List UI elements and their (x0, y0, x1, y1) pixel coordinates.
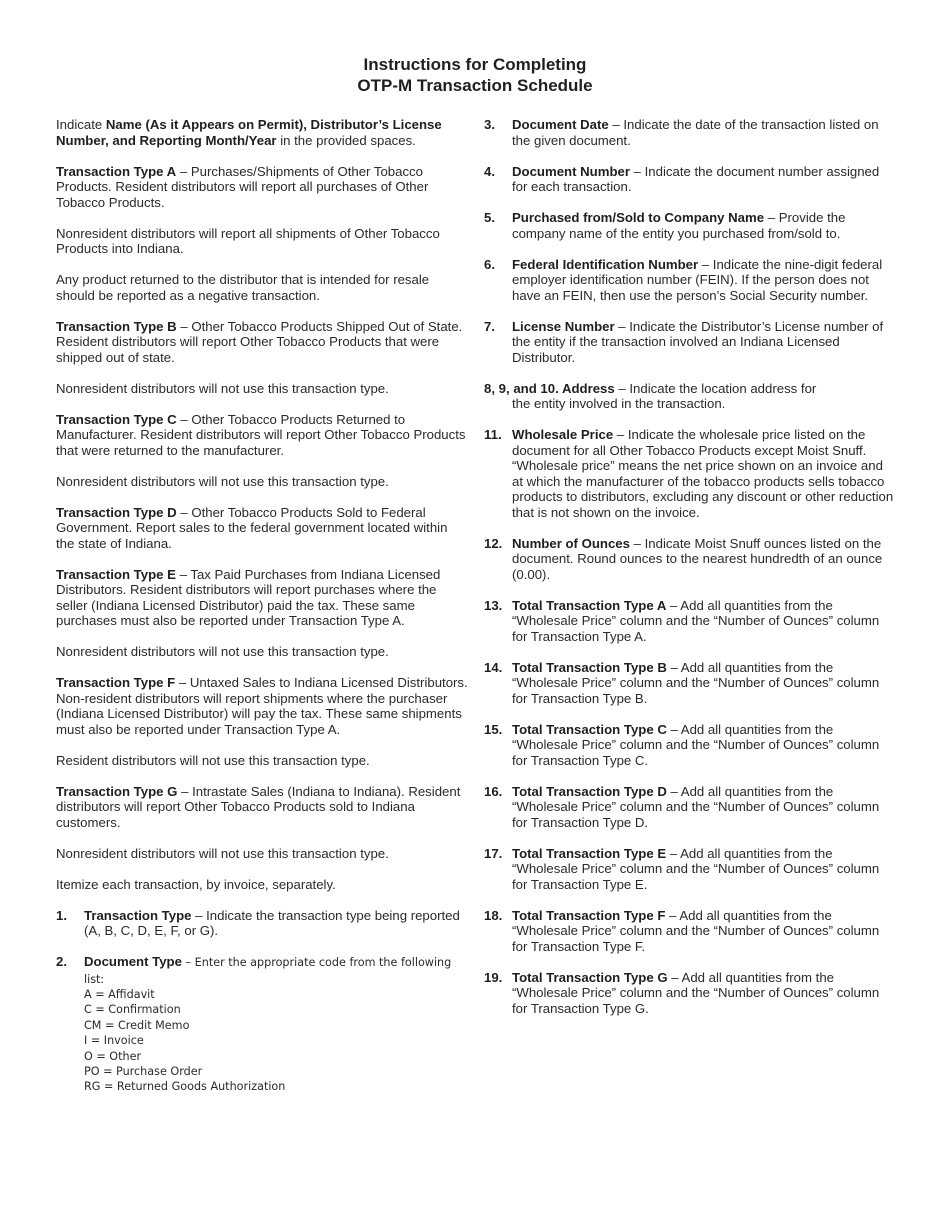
item-number: 4. (484, 163, 495, 179)
item-number: 6. (484, 256, 495, 272)
code-list-item: A = Affidavit (84, 988, 155, 1001)
transaction-type-g: Transaction Type G – Intrastate Sales (Indiana to Indiana). Resident distributors will report Other Tobacco Products sold to Indiana customers. (56, 783, 461, 830)
transaction-type-b: Transaction Type B – Other Tobacco Products Shipped Out of State. Resident distributors will report Other Tobacco Products that were shipped out of state. (56, 318, 463, 365)
transaction-type-c: Transaction Type C – Other Tobacco Products Returned to Manufacturer. Resident distributors will report Other Tobacco Products that were returned to the manufacturer. (56, 411, 466, 458)
instruction-item-19: 19. Total Transaction Type G – Add all quantities from the “Wholesale Price” column and the “Number of Ounces” column for Transaction Type G. (484, 969, 880, 1016)
item-number: 2. (56, 954, 67, 969)
code-list-item: O = Other (84, 1049, 142, 1063)
instruction-item-16: 16. Total Transaction Type D – Add all quantities from the “Wholesale Price” column and the “Number of Ounces” column for Transaction Type D. (484, 783, 880, 830)
item-number: 17. (484, 845, 503, 861)
title-line-2: OTP-M Transaction Schedule (357, 76, 593, 95)
left-column (56, 117, 468, 1110)
item-number: 11. (484, 427, 502, 442)
instruction-item-2: 2. Document Type – Enter the appropriate code from the following list: A = Affidavit C = Confirmation CM = Credit Memo I = Invoice O = Other PO = Purchase Order RG = Returned Goods Authorization (56, 954, 468, 1095)
instruction-item-13: 13. Total Transaction Type A – Add all quantities from the “Wholesale Price” column and the “Number of Ounces” column for Transaction Type A. (484, 597, 880, 644)
instruction-item-15: 15. Total Transaction Type C – Add all quantities from the “Wholesale Price” column and the “Number of Ounces” column for Transaction Type C. (484, 721, 880, 768)
transaction-type-d: Transaction Type D – Other Tobacco Products Sold to Federal Government. Report sales to the federal government located within the state of Indiana. (56, 504, 448, 551)
item-number: 13. (484, 597, 503, 613)
transaction-type-a: Transaction Type A – Purchases/Shipments of Other Tobacco Products. Resident distributors will report all purchases of Other Tobacco Products. (56, 163, 429, 210)
transaction-type-e-nonresident: Nonresident distributors will not use this transaction type. (56, 644, 389, 659)
itemize-note: Itemize each transaction, by invoice, separately. (56, 876, 336, 892)
instruction-item-1: 1. Transaction Type – Indicate the transaction type being reported (A, B, C, D, E, F, or G). (56, 907, 460, 938)
item-number: 14. (484, 659, 503, 675)
transaction-type-b-nonresident: Nonresident distributors will not use this transaction type. (56, 380, 389, 396)
instruction-item-14: 14. Total Transaction Type B – Add all quantities from the “Wholesale Price” column and the “Number of Ounces” column for Transaction Type B. (484, 659, 880, 706)
item-number: 7. (484, 318, 495, 334)
page-title (0, 54, 950, 96)
item-number: 18. (484, 907, 503, 923)
transaction-type-c-nonresident: Nonresident distributors will not use this transaction type. (56, 473, 389, 489)
instruction-item-12: 12. Number of Ounces – Indicate Moist Snuff ounces listed on the document. Round ounces to the nearest hundredth of an ounce (0.00). (484, 535, 883, 582)
item-number: 1. (56, 907, 67, 923)
transaction-type-e: Transaction Type E – Tax Paid Purchases from Indiana Licensed Distributors. Resident distributors will report purchases where the seller (Indiana Licensed Distributor) paid the tax. These same purchases must also be reported under Transaction Type A. (56, 566, 441, 628)
transaction-type-a-nonresident: Nonresident distributors will report all shipments of Other Tobacco Products into Indiana. (56, 225, 440, 256)
transaction-type-f: Transaction Type F – Untaxed Sales to Indiana Licensed Distributors. Non-resident distributors will report shipments where the purchaser (Indiana Licensed Distributor) will pay the tax. These same shipments must also be reported under Transaction Type A. (56, 675, 468, 737)
instruction-item-18: 18. Total Transaction Type F – Add all quantities from the “Wholesale Price” column and the “Number of Ounces” column for Transaction Type F. (484, 907, 880, 954)
instruction-item-7: 7. License Number – Indicate the Distributor’s License number of the entity if the transaction involved an Indiana Licensed Distributor. (484, 318, 884, 365)
returned-product-note: Any product returned to the distributor that is intended for resale should be reported as a negative transaction. (56, 272, 430, 303)
instruction-item-11: 11. Wholesale Price – Indicate the wholesale price listed on the document for all Other Tobacco Products except Moist Snuff. “Wholesale price” means the net price shown on an invoice and at which the manufacturer of the tobacco products sells tobacco products to distributors, excluding any discount or other reduction that is not shown on the invoice. (484, 427, 894, 520)
code-list-item: PO = Purchase Order (84, 1065, 203, 1079)
item-number: 3. (484, 117, 495, 132)
instruction-item-5: 5. Purchased from/Sold to Company Name – Provide the company name of the entity you purchased from/sold to. (484, 210, 846, 241)
title-line-1: Instructions for Completing (363, 55, 587, 74)
code-list-item: I = Invoice (84, 1034, 144, 1048)
code-list-item: CM = Credit Memo (84, 1018, 190, 1032)
instruction-item-17: 17. Total Transaction Type E – Add all quantities from the “Wholesale Price” column and the “Number of Ounces” column for Transaction Type E. (484, 845, 880, 892)
instruction-item-6: 6. Federal Identification Number – Indicate the nine-digit federal employer identification number (FEIN). If the person does not have an FEIN, then use the person’s Social Security number. (484, 256, 883, 303)
code-list-item: RG = Returned Goods Authorization (84, 1080, 286, 1094)
item-number: 16. (484, 783, 503, 799)
item-number: 15. (484, 721, 503, 737)
right-column (484, 117, 896, 1032)
item-number: 12. (484, 535, 503, 551)
instruction-item-3: 3. Document Date – Indicate the date of the transaction listed on the given document. (484, 117, 879, 148)
item-number: 5. (484, 210, 495, 225)
transaction-type-g-nonresident: Nonresident distributors will not use this transaction type. (56, 845, 389, 861)
item-number: 19. (484, 969, 503, 985)
intro-paragraph: Indicate Name (As it Appears on Permit), Distributor’s License Number, and Reporting Month/Year in the provided spaces. (56, 117, 442, 148)
document-type-code-list (84, 987, 468, 1095)
instruction-item-4: 4. Document Number – Indicate the document number assigned for each transaction. (484, 163, 880, 194)
transaction-type-f-resident: Resident distributors will not use this transaction type. (56, 752, 370, 768)
code-list-item: C = Confirmation (84, 1003, 181, 1017)
instruction-item-8-9-10: 8, 9, and 10. Address – Indicate the location address for the entity involved in the transaction. (484, 380, 817, 411)
